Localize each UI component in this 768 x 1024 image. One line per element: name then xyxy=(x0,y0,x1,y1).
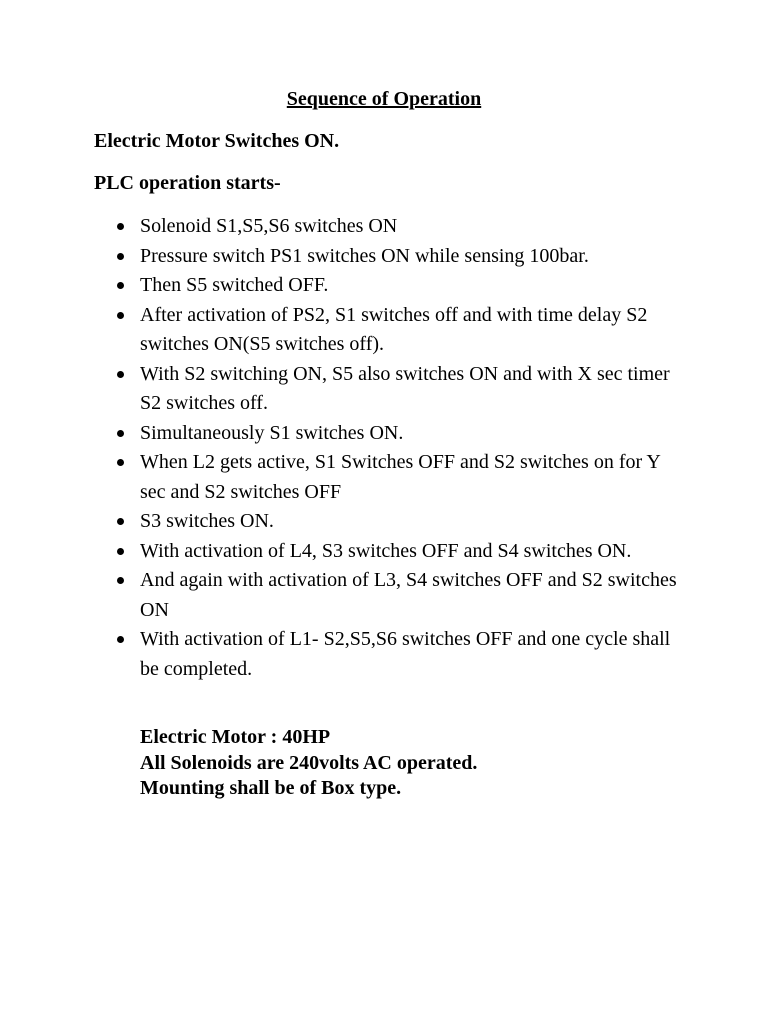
spec-mounting-type: Mounting shall be of Box type. xyxy=(140,777,402,799)
document-title: Sequence of Operation xyxy=(286,88,482,110)
list-item: Solenoid S1,S5,S6 switches ON xyxy=(0,212,768,242)
list-item: And again with activation of L3, S4 switches OFF and S2 switches ON xyxy=(0,566,768,625)
operation-steps-list xyxy=(0,212,768,684)
list-item: With activation of L1- S2,S5,S6 switches OFF and one cycle shall be completed. xyxy=(0,625,768,684)
list-item: When L2 gets active, S1 Switches OFF and S2 switches on for Y sec and S2 switches OFF xyxy=(0,448,768,507)
spec-motor-rating: Electric Motor : 40HP xyxy=(140,726,331,748)
list-item: With S2 switching ON, S5 also switches ON and with X sec timer S2 switches off. xyxy=(0,360,768,419)
heading-motor-on: Electric Motor Switches ON. xyxy=(94,130,340,152)
heading-plc-start: PLC operation starts- xyxy=(94,172,281,194)
spec-solenoid-voltage: All Solenoids are 240volts AC operated. xyxy=(140,751,478,774)
list-item: Then S5 switched OFF. xyxy=(0,271,768,301)
specifications-block xyxy=(140,725,477,802)
list-item: S3 switches ON. xyxy=(0,507,768,537)
list-item: Simultaneously S1 switches ON. xyxy=(0,419,768,449)
list-item: Pressure switch PS1 switches ON while sensing 100bar. xyxy=(0,242,768,272)
list-item: After activation of PS2, S1 switches off and with time delay S2 switches ON(S5 switches off). xyxy=(0,301,768,360)
list-item: With activation of L4, S3 switches OFF and S4 switches ON. xyxy=(0,537,768,567)
